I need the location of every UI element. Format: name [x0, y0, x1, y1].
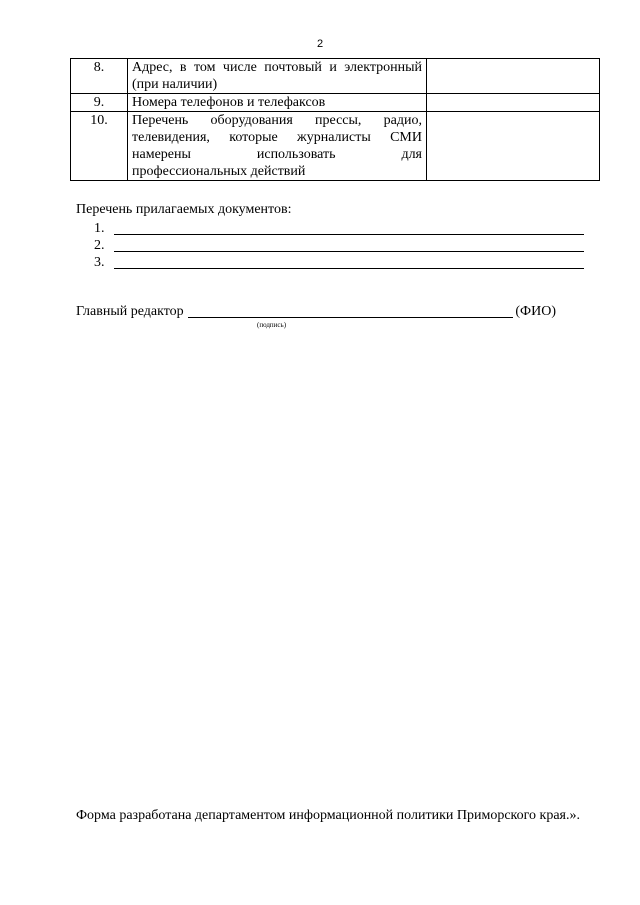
fio-label: (ФИО): [515, 304, 556, 319]
footer-note-text: Форма разработана департаментом информационной политики Приморского края.».: [76, 808, 580, 823]
signature-caption: (подпись): [257, 321, 287, 329]
attachments-title: Перечень прилагаемых документов:: [76, 202, 292, 217]
list-item: [94, 237, 584, 254]
row-number: 9.: [71, 94, 128, 112]
row-number: 8.: [71, 59, 128, 94]
row-description: [128, 112, 427, 181]
list-item: [94, 254, 584, 271]
page-number: 2: [316, 38, 324, 50]
row-description-line: Перечень оборудования прессы, радио,: [132, 113, 422, 128]
editor-signature-row: [76, 304, 556, 320]
footer-note: [76, 806, 594, 826]
list-item-number: 2.: [94, 238, 105, 253]
row-description-line: (при наличии): [132, 77, 218, 92]
attachment-blank-line[interactable]: [114, 256, 584, 269]
editor-label: Главный редактор: [76, 304, 184, 319]
row-description-line: телевидения, которые журналисты СМИ: [132, 130, 422, 145]
row-description-line: Номера телефонов и телефаксов: [132, 95, 326, 110]
row-value-cell[interactable]: [427, 94, 600, 112]
row-description: [128, 94, 427, 112]
info-table: [70, 58, 600, 181]
list-item-number: 1.: [94, 221, 105, 236]
row-description-line: профессиональных действий: [132, 164, 306, 179]
list-item: [94, 220, 584, 237]
table-row: [71, 94, 600, 112]
row-description-line: намерены использовать для: [132, 147, 422, 162]
attachment-blank-line[interactable]: [114, 222, 584, 235]
row-value-cell[interactable]: [427, 112, 600, 181]
row-value-cell[interactable]: [427, 59, 600, 94]
row-number: 10.: [71, 112, 128, 181]
attachments-list: [94, 220, 584, 271]
attachment-blank-line[interactable]: [114, 239, 584, 252]
table-row: [71, 112, 600, 181]
table-row: [71, 59, 600, 94]
list-item-number: 3.: [94, 255, 105, 270]
row-description: [128, 59, 427, 94]
signature-blank-line[interactable]: [188, 305, 514, 318]
row-description-line: Адрес, в том числе почтовый и электронный: [132, 60, 422, 75]
